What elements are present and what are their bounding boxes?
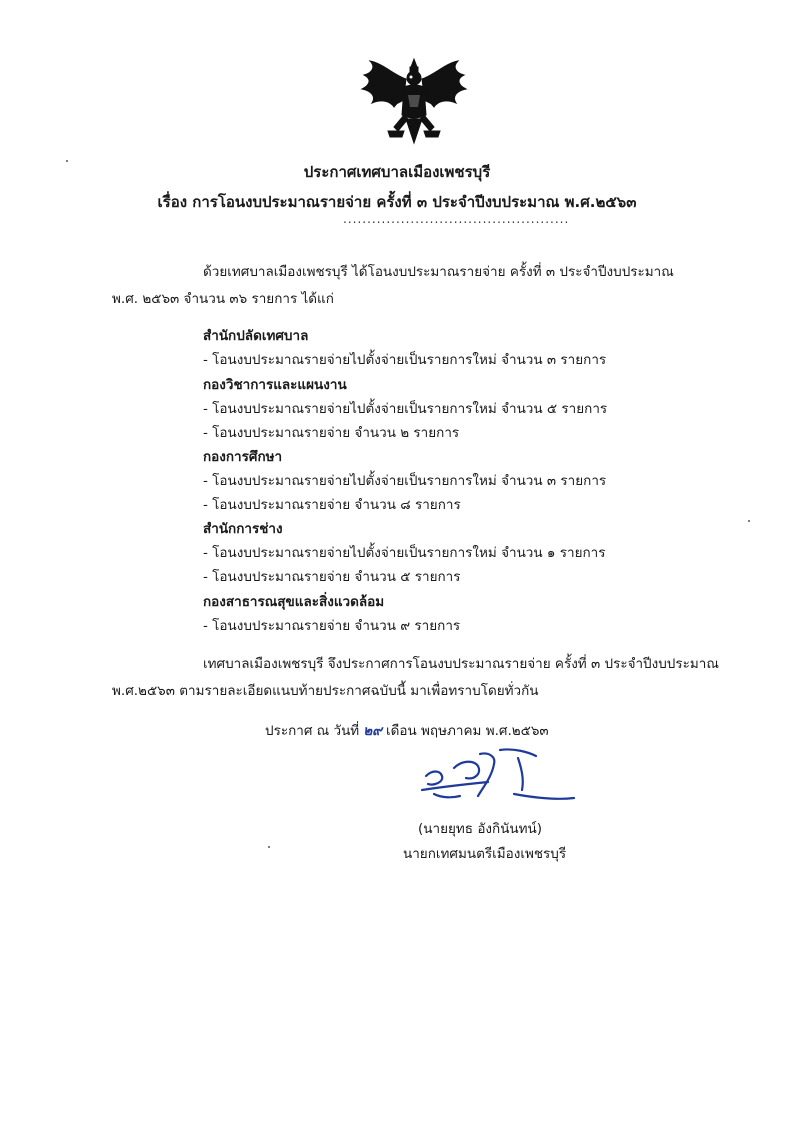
announcement-title: ประกาศเทศบาลเมืองเพชรบุรี — [303, 163, 491, 181]
date-day-handwritten: ๒๙ — [363, 723, 383, 739]
signer-name: (นายยุทธ อังกินันทน์) — [418, 821, 543, 837]
department-heading: สำนักการช่าง — [203, 521, 283, 537]
scan-speck — [66, 160, 68, 162]
handwritten-signature — [418, 746, 578, 808]
signer-title: นายกเทศมนตรีเมืองเพชรบุรี — [403, 846, 567, 862]
department-heading: กองสาธารณสุขและสิ่งแวดล้อม — [203, 594, 385, 610]
department-item: - โอนงบประมาณรายจ่าย จำนวน ๒ รายการ — [203, 425, 460, 441]
intro-line-2: พ.ศ. ๒๕๖๓ จำนวน ๓๖ รายการ ได้แก่ — [112, 291, 334, 307]
department-item: - โอนงบประมาณรายจ่าย จำนวน ๘ รายการ — [203, 497, 461, 513]
announcement-subject: เรื่อง การโอนงบประมาณรายจ่าย ครั้งที่ ๓ ประจำปีงบประมาณ พ.ศ.๒๕๖๓ — [157, 193, 637, 211]
department-item: - โอนงบประมาณรายจ่ายไปตั้งจ่ายเป็นรายการใหม่ จำนวน ๕ รายการ — [203, 401, 608, 417]
intro-line-1: ด้วยเทศบาลเมืองเพชรบุรี ได้โอนงบประมาณรายจ่าย ครั้งที่ ๓ ประจำปีงบประมาณ — [203, 264, 674, 280]
closing-line-1: เทศบาลเมืองเพชรบุรี จึงประกาศการโอนงบประมาณรายจ่าย ครั้งที่ ๓ ประจำปีงบประมาณ — [203, 656, 719, 672]
department-item: - โอนงบประมาณรายจ่ายไปตั้งจ่ายเป็นรายการใหม่ จำนวน ๓ รายการ — [203, 352, 607, 368]
date-suffix: เดือน พฤษภาคม พ.ศ.๒๕๖๓ — [386, 723, 549, 739]
department-item: - โอนงบประมาณรายจ่ายไปตั้งจ่ายเป็นรายการใหม่ จำนวน ๑ รายการ — [203, 545, 606, 561]
title-divider: ............................................... — [343, 212, 570, 226]
department-item: - โอนงบประมาณรายจ่ายไปตั้งจ่ายเป็นรายการใหม่ จำนวน ๓ รายการ — [203, 473, 607, 489]
date-prefix: ประกาศ ณ วันที่ — [265, 723, 360, 739]
scan-speck — [268, 846, 270, 848]
announcement-date — [265, 718, 549, 745]
closing-line-2: พ.ศ.๒๕๖๓ ตามรายละเอียดแนบท้ายประกาศฉบับนี้ มาเพื่อทราบโดยทั่วกัน — [112, 683, 539, 699]
department-heading: กองการศึกษา — [203, 449, 283, 465]
department-item: - โอนงบประมาณรายจ่าย จำนวน ๕ รายการ — [203, 569, 461, 585]
department-heading: กองวิชาการและแผนงาน — [203, 377, 347, 393]
scan-speck — [748, 520, 750, 522]
department-item: - โอนงบประมาณรายจ่าย จำนวน ๙ รายการ — [203, 618, 461, 634]
garuda-emblem-icon — [358, 55, 470, 147]
department-heading: สำนักปลัดเทศบาล — [203, 328, 309, 344]
